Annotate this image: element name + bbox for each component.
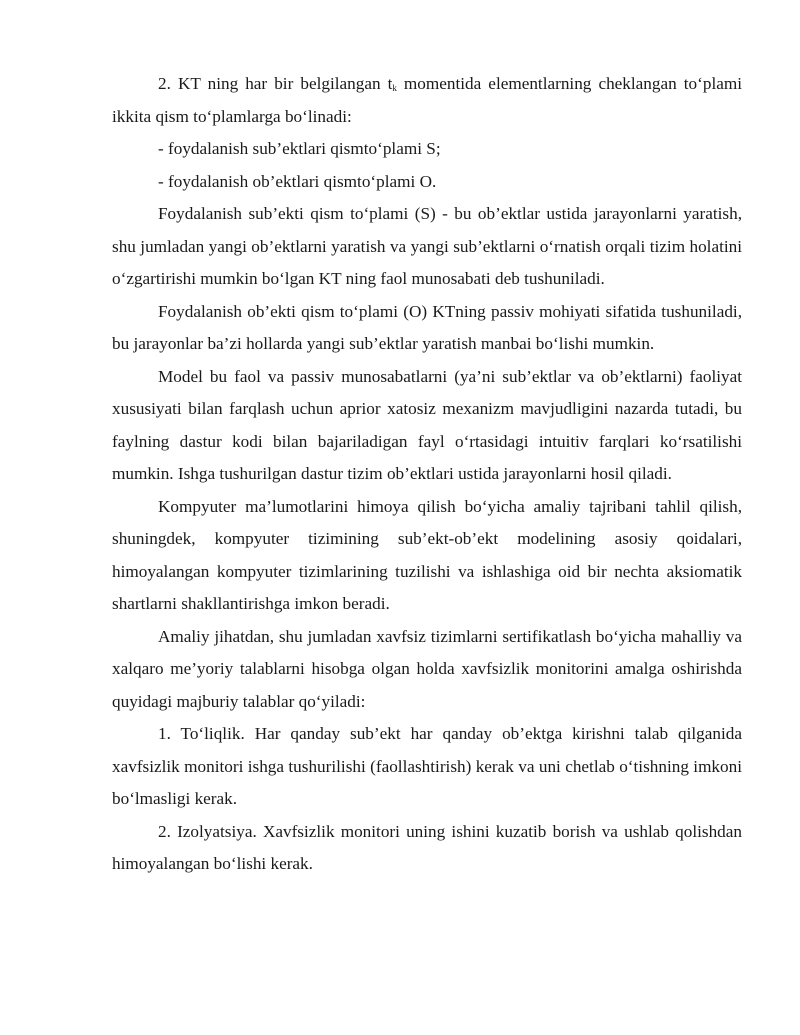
paragraph-subject-definition: Foydalanish sub’ekti qism to‘plami (S) - bu ob’ektlar ustida jarayonlarni yaratish, shu jumladan yangi ob’ektlarni yaratish va yangi sub’ektlarni o‘rnatish orqali tizim holatini o‘zgartirishi mumkin bo‘lgan KT ning faol munosabati deb tushuniladi. xyxy=(112,204,742,288)
paragraph-object-definition: Foydalanish ob’ekti qism to‘plami (O) KTning passiv mohiyati sifatida tushuniladi, bu jarayonlar ba’zi hollarda yangi sub’ektlar yaratish manbai bo‘lishi mumkin. xyxy=(112,301,742,353)
paragraph-text-start: 2. KT ning har bir belgilangan t xyxy=(158,74,393,93)
list-item-objects: - foydalanish ob’ektlari qismto‘plami O. xyxy=(158,171,437,191)
paragraph-axioms: Kompyuter ma’lumotlarini himoya qilish bo‘yicha amaliy tajribani tahlil qilish, shuningdek, kompyuter tizimining sub’ekt-ob’ekt modelining asosiy qoidalari, himoyalangan kompyuter tizimlarining tuzilishi va ishlashiga oid bir nechta aksiomatik shartlarni shakllantirishga imkon beradi. xyxy=(112,496,742,613)
paragraph-text-end: momentida elementlarning cheklangan to‘plami ikkita qism to‘plamlarga bo‘linadi: xyxy=(112,74,742,126)
document-page xyxy=(112,68,742,881)
subscript-k: k xyxy=(392,83,397,93)
list-item-subjects: - foydalanish sub’ektlari qismto‘plami S; xyxy=(158,139,441,158)
paragraph-isolation: 2. Izolyatsiya. Xavfsizlik monitori uning ishini kuzatib borish va ushlab qolishdan himoyalangan bo‘lishi kerak. xyxy=(112,821,742,873)
paragraph-requirements-intro: Amaliy jihatdan, shu jumladan xavfsiz tizimlarni sertifikatlash bo‘yicha mahalliy va xalqaro me’yoriy talablarni hisobga olgan holda xavfsizlik monitorini amalga oshirishda quyidagi majburiy talablar qo‘yiladi: xyxy=(112,626,742,711)
paragraph-model-mechanism: Model bu faol va passiv munosabatlarni (ya’ni sub’ektlar va ob’ektlarni) faoliyat xususiyati bilan farqlash uchun aprior xatosiz mexanizm mavjudligini nazarda tutadi, bu faylning dastur kodi bilan bajariladigan fayl o‘rtasidagi intuitiv farqlari ko‘rsatilishi mumkin. Ishga tushurilgan dastur tizim ob’ektlari ustida jarayonlarni hosil qiladi. xyxy=(112,366,742,483)
paragraph-completeness: 1. To‘liqlik. Har qanday sub’ekt har qanday ob’ektga kirishni talab qilganida xavfsizlik monitori ishga tushurilishi (faollashtirish) kerak va uni chetlab o‘tishning imkoni bo‘lmasligi kerak. xyxy=(112,724,742,808)
paragraph-partition xyxy=(112,68,742,133)
